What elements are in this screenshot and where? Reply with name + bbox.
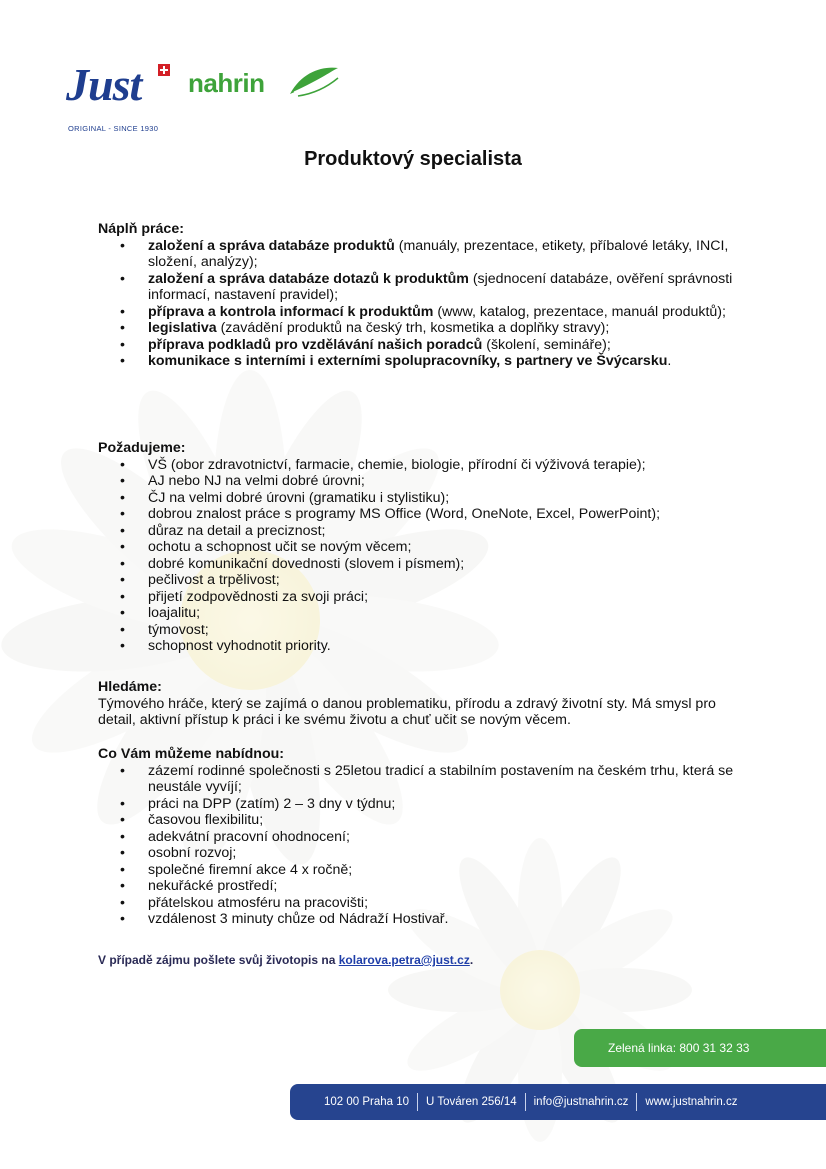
list-item: • společné firemní akce 4 x ročně; [120,861,353,878]
bullet-icon: • [120,555,125,572]
requirements-section [98,440,738,655]
list-item: • ochotu a schopnost učit se novým věcem; [120,539,412,555]
bullet-icon: • [120,605,125,621]
hotline-text: Zelená linka: 800 31 32 33 [608,1041,750,1055]
bullet-icon: • [120,572,125,588]
bullet-icon: • [120,270,125,287]
address-city: 102 00 Praha 10 [324,1096,410,1108]
just-tagline: ORIGINAL - SINCE 1930 [68,124,159,133]
bullet-icon: • [120,828,125,845]
address-street: U Továren 256/14 [426,1096,517,1108]
bullet-icon: • [120,812,125,828]
list-item: • příprava podkladů pro vzdělávání našich poradců (školení, semináře); [120,336,611,353]
address-bar [290,1084,826,1120]
list-item: • zázemí rodinné společnosti s 25letou tradicí a stabilním postavením na českém trhu, která se neustále vyvíjí; [120,762,734,795]
bullet-icon: • [120,845,125,861]
list-item: • vzdálenost 3 minuty chůze od Nádraží Hostivař. [120,911,449,927]
list-item: • osobní rozvoj; [120,845,237,861]
list-item: • založení a správa databáze dotazů k produktům (sjednocení databáze, ověření správnosti informací, nastavení pravidel); [120,270,733,303]
bullet-icon: • [120,456,125,473]
contact-email-link[interactable]: kolarova.petra@just.cz [338,953,470,967]
list-item: • dobré komunikační dovednosti (slovem i písmem); [120,555,465,572]
footer-website[interactable]: www.justnahrin.cz [645,1096,738,1108]
list-item: • práci na DPP (zatím) 2 – 3 dny v týdnu; [120,795,396,812]
list-item: • přátelskou atmosféru na pracovišti; [120,894,369,911]
bullet-icon: • [120,638,125,654]
list-item: • časovou flexibilitu; [120,812,264,828]
bullet-icon: • [120,911,125,927]
bullet-icon: • [120,489,125,506]
bullet-icon: • [120,861,125,878]
requirements-heading: Požadujeme: [98,440,186,456]
bullet-icon: • [120,621,125,638]
job-duties-section [98,221,738,370]
bullet-icon: • [120,506,125,522]
bullet-icon: • [120,762,125,779]
swiss-cross-icon [158,64,170,76]
list-item: • schopnost vyhodnotit priority. [120,638,331,654]
list-item: • nekuřácké prostředí; [120,878,278,894]
bullet-icon: • [120,336,125,353]
just-brand-text: Just [66,59,142,110]
list-item: • založení a správa databáze produktů (manuály, prezentace, etikety, příbalové letáky, INCI, složení, analýzy); [120,237,729,270]
list-item: • přijetí zodpovědnosti za svoji práci; [120,588,369,605]
list-item: • ČJ na velmi dobré úrovni (gramatiku i stylistiku); [120,489,450,506]
job-duties-list [98,238,738,370]
bullet-icon: • [120,237,125,254]
contact-line: V případě zájmu pošlete svůj životopis na kolarova.petra@just.cz. [98,953,474,967]
list-item: • týmovost; [120,621,209,638]
bullet-icon: • [120,473,125,489]
requirements-list [98,457,738,655]
just-logo [62,56,174,136]
nahrin-brand-text: nahrin [188,68,265,98]
list-item: • adekvátní pracovní ohodnocení; [120,828,350,845]
bullet-icon: • [120,320,125,336]
bullet-icon: • [120,795,125,812]
bullet-icon: • [120,588,125,605]
list-item: • pečlivost a trpělivost; [120,572,280,588]
bullet-icon: • [120,539,125,555]
nahrin-logo [188,68,264,108]
looking-for-text: Týmového hráče, který se zajímá o danou problematiku, přírodu a zdravý životní sty. Má smysl pro detail, aktivní přístup k práci i ke svému životu a chuť učit se novým věcem. [98,695,716,728]
list-item: • komunikace s interními i externími spolupracovníky, s partnery ve Švýcarsku. [120,353,672,369]
bullet-icon: • [120,522,125,539]
divider [525,1093,526,1111]
job-duties-heading: Náplň práce: [98,221,184,237]
benefits-section [98,746,738,928]
bullet-icon: • [120,353,125,369]
page-title: Produktový specialista [304,148,522,170]
list-item: • legislativa (zavádění produktů na český trh, kosmetika a doplňky stravy); [120,320,610,336]
leaf-icon [288,64,340,100]
bullet-icon: • [120,894,125,911]
list-item: • loajalitu; [120,605,201,621]
bullet-icon: • [120,303,125,320]
list-item: • důraz na detail a preciznost; [120,522,326,539]
contact-text: V případě zájmu pošlete svůj životopis na [98,953,339,967]
benefits-list [98,763,738,928]
bullet-icon: • [120,878,125,894]
looking-for-section [98,679,738,729]
benefits-heading: Co Vám můžeme nabídnou: [98,746,285,762]
list-item: • AJ nebo NJ na velmi dobré úrovni; [120,473,365,489]
divider [636,1093,637,1111]
list-item: • VŠ (obor zdravotnictví, farmacie, chemie, biologie, přírodní či výživová terapie); [120,456,646,473]
list-item: • příprava a kontrola informací k produktům (www, katalog, prezentace, manuál produktů); [120,303,726,320]
looking-for-heading: Hledáme: [98,679,162,695]
hotline-bar [574,1029,826,1067]
footer-email[interactable]: info@justnahrin.cz [533,1096,629,1108]
list-item: • dobrou znalost práce s programy MS Office (Word, OneNote, Excel, PowerPoint); [120,506,661,522]
divider [417,1093,418,1111]
